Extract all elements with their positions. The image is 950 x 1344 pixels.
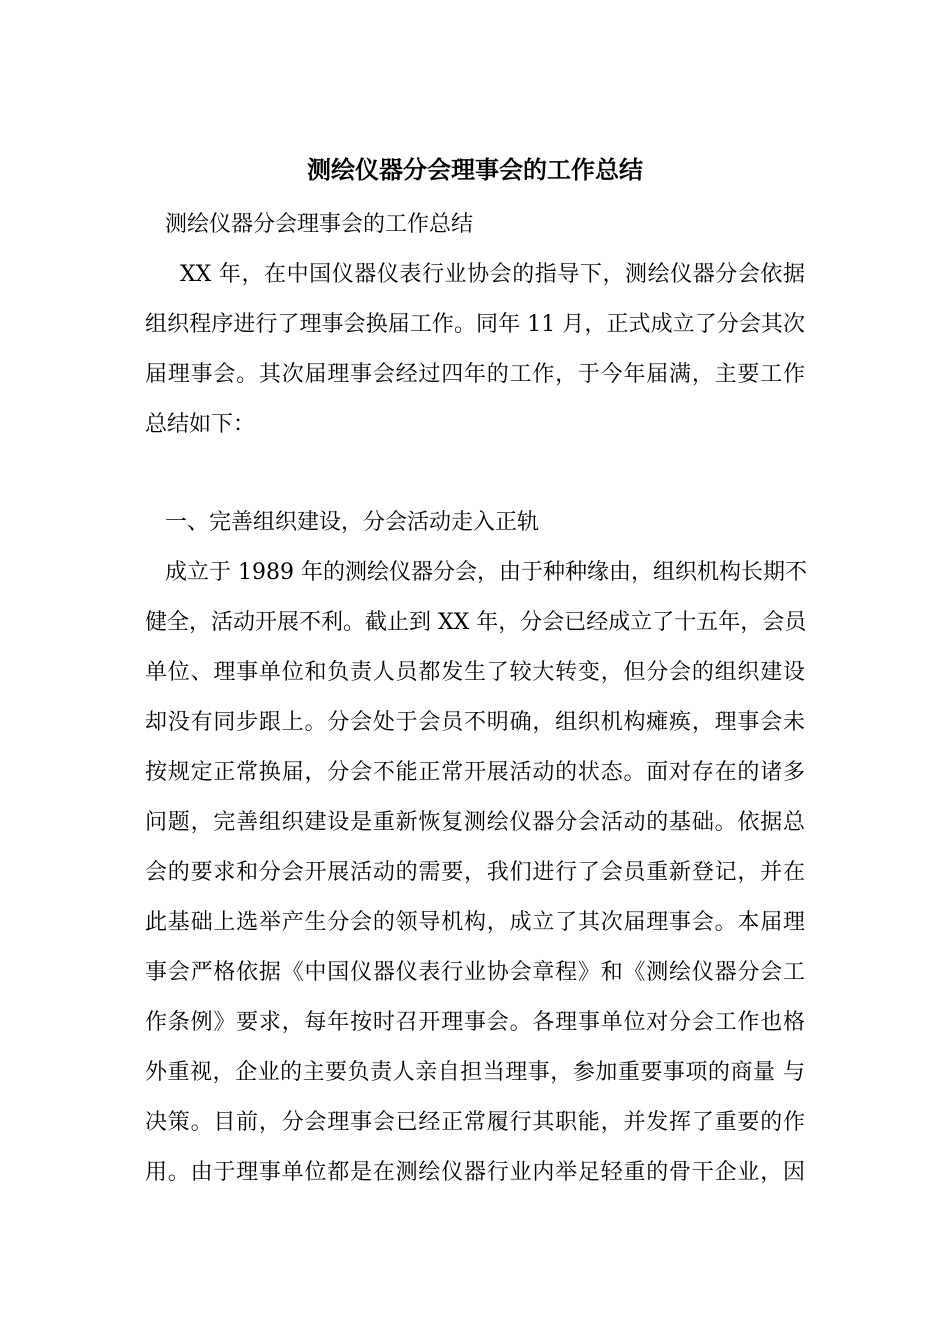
paragraph2-line-7: 会的要求和分会开展活动的需要，我们进行了会员重新登记，并在 xyxy=(145,860,805,885)
document-subtitle: 测绘仪器分会理事会的工作总结 xyxy=(165,212,474,237)
paragraph2-line-11: 外重视，企业的主要负责人亲自担当理事，参加重要事项的商量 与 xyxy=(145,1060,805,1085)
paragraph2-line-10: 作条例》要求，每年按时召开理事会。各理事单位对分会工作也格 xyxy=(145,1010,805,1035)
paragraph1-line-4: 总结如下： xyxy=(145,412,256,437)
paragraph2-line-12: 决策。目前，分会理事会已经正常履行其职能，并发挥了重要的作 xyxy=(145,1110,805,1135)
paragraph2-line-5: 按规定正常换届，分会不能正常开展活动的状态。面对存在的诸多 xyxy=(145,760,805,785)
paragraph2-line-4: 却没有同步跟上。分会处于会员不明确，组织机构瘫痪，理事会未 xyxy=(145,710,805,735)
document-title: 测绘仪器分会理事会的工作总结 xyxy=(307,155,643,184)
paragraph2-line-6: 问题，完善组织建设是重新恢复测绘仪器分会活动的基础。依据总 xyxy=(145,810,805,835)
paragraph2-line-1: 成立于 1989 年的测绘仪器分会，由于种种缘由，组织机构长期不 xyxy=(165,560,807,585)
paragraph1-line-1: XX 年，在中国仪器仪表行业协会的指导下，测绘仪器分会依据 xyxy=(180,262,805,287)
paragraph2-line-9: 事会严格依据《中国仪器仪表行业协会章程》和《测绘仪器分会工 xyxy=(145,960,805,985)
paragraph2-line-3: 单位、理事单位和负责人员都发生了较大转变，但分会的组织建设 xyxy=(145,660,805,685)
paragraph1-line-2: 组织程序进行了理事会换届工作。同年 11 月，正式成立了分会其次 xyxy=(145,312,805,337)
paragraph2-line-8: 此基础上选举产生分会的领导机构，成立了其次届理事会。本届理 xyxy=(145,910,805,935)
paragraph1-line-3: 届理事会。其次届理事会经过四年的工作，于今年届满，主要工作 xyxy=(145,362,805,387)
section1-heading: 一、完善组织建设，分会活动走入正轨 xyxy=(165,510,540,535)
paragraph2-line-13: 用。由于理事单位都是在测绘仪器行业内举足轻重的骨干企业，因 xyxy=(145,1160,805,1185)
paragraph2-line-2: 健全，活动开展不利。截止到 XX 年，分会已经成立了十五年，会员 xyxy=(145,610,807,635)
